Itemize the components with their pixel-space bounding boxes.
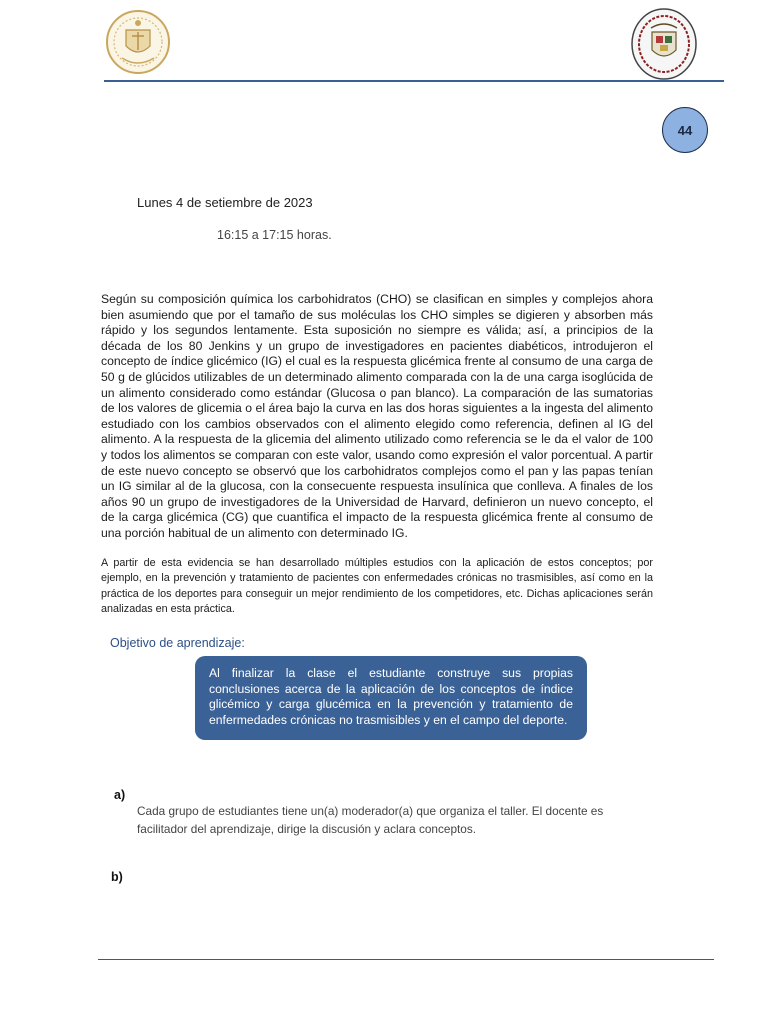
- page-number-badge: [662, 107, 708, 153]
- objective-heading: Objetivo de aprendizaje:: [110, 636, 245, 650]
- university-seal-icon: [104, 8, 172, 76]
- evidence-paragraph: A partir de esta evidencia se han desarrollado múltiples estudios con la aplicación de estos conceptos; por ejemplo, en la prevención y tratamiento de pacientes con enfermedades crónicas no trasmisibles, así como en la práctica de los deportes para conseguir un mejor rendimiento de los competidores, etc. Dichas aplicaciones serán analizadas en esta práctica.: [101, 557, 653, 615]
- session-date: Lunes 4 de setiembre de 2023: [137, 195, 313, 210]
- item-a-marker: a): [114, 788, 126, 802]
- page-number: 44: [677, 122, 693, 138]
- item-b-marker: b): [111, 870, 123, 884]
- item-a-text: Cada grupo de estudiantes tiene un(a) moderador(a) que organiza el taller. El docente es facilitador del aprendizaje, dirige la discusión y aclara conceptos.: [137, 804, 604, 836]
- objective-text: Al finalizar la clase el estudiante construye sus propias conclusiones acerca de la aplicación de los conceptos de índice glicémico y carga glucémica en la prevención y tratamiento de enfermedades crónicas no trasmisibles y en el campo del deporte.: [209, 666, 573, 727]
- footer-rule: [98, 959, 714, 960]
- intro-paragraph: Según su composición química los carbohidratos (CHO) se clasifican en simples y complejos ahora bien asumiendo que por el tamaño de sus moléculas los CHO simples se digieren y absorben más rápido y los segundos lentamente. Esta suposición no siempre es válida; así, a principios de la década de los 80 Jenkins y un grupo de investigadores en pacientes diabéticos, introdujeron el concepto de índice glicémico (IG) el cual es la respuesta glicémica frente al consumo de una carga de 50 g de glúcidos utilizables de un determinado alimento comparada con la de una carga isoglúcida de un alimento considerado como estándar (Glucosa o pan blanco). La comparación de las sumatorias de los valores de glicemia o el área bajo la curva en las dos horas siguientes a la ingesta del alimento estudiado con los cambios observados con el alimento elegido como referencia, definen al IG del alimento. A la respuesta de la glicemia del alimento utilizado como referencia se le da el valor de 100 y todos los alimentos se comparan con este valor, usando como expresión el valor porcentual. A partir de este nuevo concepto se observó que los carbohidratos complejos como el pan y las papas tenían un IG similar al de la glucosa, con la consecuente respuesta insulínica que conlleva. A finales de los años 90 un grupo de investigadores de la Universidad de Harvard, definieron un nuevo concepto, el de la carga glicémica (CG) que cuantifica el impacto de la respuesta glicémica frente al consumo de una porción habitual de un alimento con determinado IG.: [101, 292, 653, 540]
- faculty-emblem-icon: [629, 6, 699, 82]
- objective-box: [195, 656, 587, 740]
- session-time: 16:15 a 17:15 horas.: [217, 228, 332, 242]
- header-rule: [104, 80, 724, 82]
